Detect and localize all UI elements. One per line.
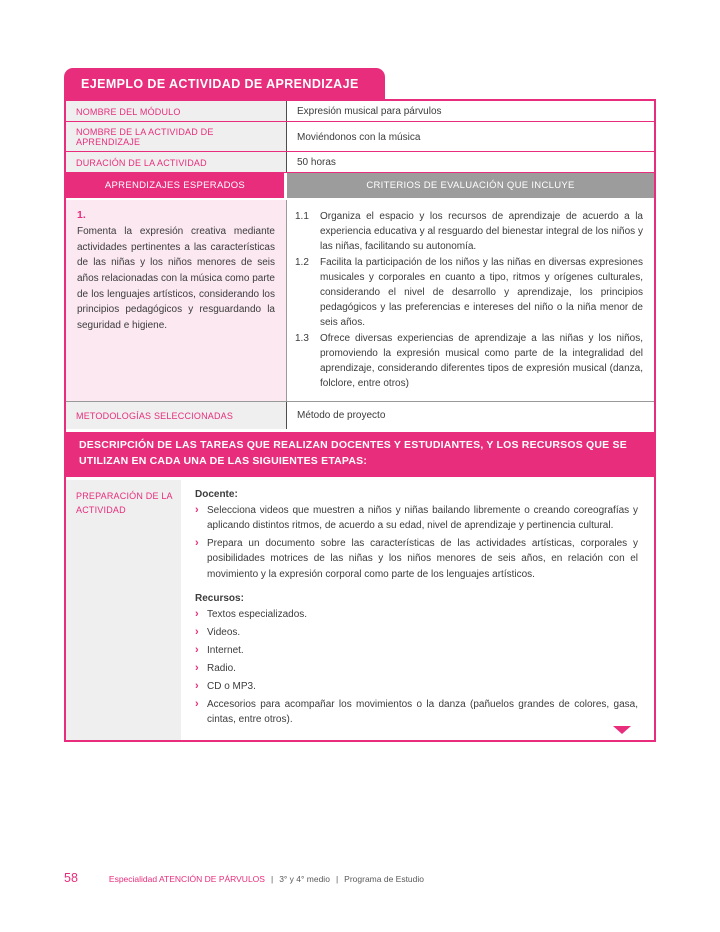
list-item (195, 536, 638, 583)
table-row (66, 122, 654, 152)
table-row (66, 101, 654, 122)
list-item-text: Textos especializados. (207, 609, 308, 620)
list-item (195, 503, 638, 534)
list-item-text: Prepara un documento sobre las características de las actividades artísticas, corporales y posibilidades motrices de las niñas y los niños menores de seis años, en relación con el movimiento y la expresión corporal como parte de los lenguajes artísticos. (207, 537, 638, 580)
chevron-bullet-icon: › (195, 503, 199, 516)
preparation-label: PREPARACIÓN DE LA ACTIVIDAD (66, 480, 181, 740)
learning-criteria-row (66, 200, 654, 402)
list-item (195, 625, 638, 641)
criteria-cell (287, 200, 654, 401)
criterion-text: Facilita la participación de los niños y las niñas en diversas expresiones musicales y corporales en cuanto a tipo, ritmos y orígenes culturales, considerando el nivel de desarrollo y aprendizaje, los principios pedagógicos y las preferencias e intereses del niño o la niña menor de seis años. (320, 257, 643, 328)
chevron-bullet-icon: › (195, 661, 199, 674)
table-row (66, 152, 654, 173)
list-item-text: Videos. (207, 626, 241, 638)
list-item (195, 643, 638, 659)
docente-list (195, 503, 638, 583)
evaluation-criteria-header: CRITERIOS DE EVALUACIÓN QUE INCLUYE (287, 173, 654, 200)
footer-meta (109, 874, 424, 884)
continuation-arrow-icon (613, 726, 631, 734)
docente-heading: Docente: (195, 488, 238, 500)
methodology-label: METODOLOGÍAS SELECCIONADAS (66, 402, 287, 429)
chevron-bullet-icon: › (195, 608, 199, 620)
footer-program: Programa de Estudio (344, 874, 425, 884)
criterion-number: 1.2 (295, 257, 309, 268)
expected-learning-number: 1. (77, 209, 86, 221)
criterion-text: Organiza el espacio y los recursos de aprendizaje de acuerdo a la experiencia educativa y al resguardo del bienestar integral de los niños y las niñas, facilitando su autonomía. (320, 211, 643, 252)
row-label: DURACIÓN DE LA ACTIVIDAD (66, 152, 287, 172)
expected-learning-header: APRENDIZAJES ESPERADOS (66, 173, 287, 200)
recursos-list (195, 607, 638, 728)
criterion-text: Ofrece diversas experiencias de aprendizaje a las niñas y los niños, promoviendo la expresión musical como parte de la integralidad del aprendizaje, considerando diferentes tipos de expresión musical (danza, folclore, entre otros) (320, 333, 643, 389)
list-item-text: Internet. (207, 644, 244, 656)
chevron-bullet-icon: › (195, 536, 199, 549)
row-label: NOMBRE DE LA ACTIVIDAD DE APRENDIZAJE (66, 122, 287, 151)
list-item (195, 679, 638, 695)
methodology-value: Método de proyecto (287, 402, 654, 429)
page-footer (64, 871, 424, 885)
criterion-number: 1.3 (295, 333, 309, 344)
chevron-bullet-icon: › (195, 679, 199, 692)
description-banner: DESCRIPCIÓN DE LAS TAREAS QUE REALIZAN DOCENTES Y ESTUDIANTES, Y LOS RECURSOS QUE SE UTILIZAN EN CADA UNA DE LAS SIGUIENTES ETAPAS: (66, 429, 654, 477)
footer-specialty: Especialidad ATENCIÓN DE PÁRVULOS (108, 874, 265, 884)
chevron-bullet-icon: › (195, 697, 199, 710)
activity-table (64, 99, 656, 742)
chevron-bullet-icon: › (195, 643, 199, 656)
methodology-row (66, 402, 654, 429)
preparation-row (66, 477, 654, 740)
row-value: Expresión musical para párvulos (287, 101, 654, 121)
criterion-item (295, 331, 643, 391)
list-item (195, 607, 638, 623)
row-value: 50 horas (287, 152, 654, 172)
preparation-content (181, 480, 654, 740)
criterion-item (295, 209, 643, 254)
page-title: EJEMPLO DE ACTIVIDAD DE APRENDIZAJE (64, 68, 385, 99)
chevron-bullet-icon: › (195, 625, 199, 638)
expected-learning-cell (66, 200, 287, 401)
list-item-text: Radio. (207, 662, 236, 674)
list-item-text: Accesorios para acompañar los movimientos o la danza (pañuelos grandes de colores, gasa, cintas, entre otros). (207, 698, 638, 726)
list-item (195, 661, 638, 677)
list-item (195, 697, 638, 728)
footer-grade: 3° y 4° medio (279, 874, 330, 884)
recursos-heading: Recursos: (195, 593, 244, 604)
column-headers (66, 173, 654, 200)
criterion-number: 1.1 (295, 211, 309, 222)
row-value: Moviéndonos con la música (287, 122, 654, 151)
expected-learning-text: Fomenta la expresión creativa mediante actividades pertinentes a las características de las niñas y los niños menores de seis años relacionadas con la música como parte de los lenguajes artísticos, considerando los principios pedagógicos y resguardando la seguridad e higiene. (77, 226, 275, 332)
criterion-item (295, 255, 643, 330)
list-item-text: Selecciona videos que muestren a niños y niñas bailando libremente o creando coreografías y aplicando distintos ritmos, de acuerdo a su edad, nivel de aprendizaje y pertinencia cultural. (207, 504, 638, 531)
footer-separator: | (270, 874, 274, 884)
list-item-text: CD o MP3. (207, 680, 256, 692)
page-number: 58 (64, 871, 78, 885)
footer-separator: | (335, 874, 339, 884)
info-rows (66, 101, 654, 173)
activity-sheet (64, 68, 656, 742)
row-label: NOMBRE DEL MÓDULO (66, 101, 287, 121)
